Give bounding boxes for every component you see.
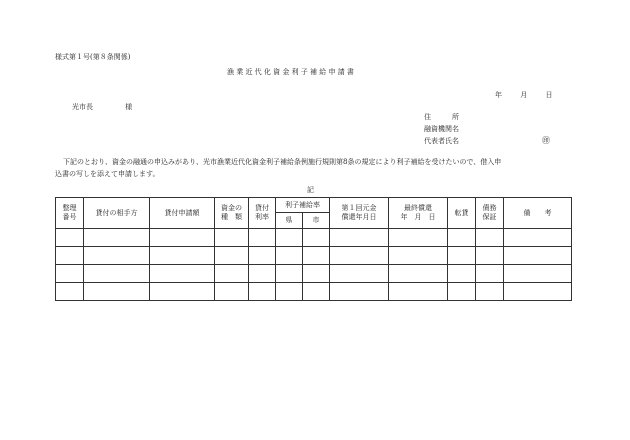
table-cell[interactable]	[84, 229, 150, 247]
header-rate	[249, 198, 276, 229]
table-cell[interactable]	[303, 229, 330, 247]
ki-label: 記	[307, 186, 314, 194]
table-cell[interactable]	[276, 265, 303, 283]
header-final-repayment-line1: 最終償還	[404, 204, 432, 212]
header-lender: 貸付の相手方	[84, 198, 150, 229]
header-seiri-line2: 番号	[62, 213, 77, 221]
table-cell[interactable]	[476, 247, 504, 265]
body-text-line1: 下記のとおり、資金の融通の申込みがあり、光市漁業近代化資金利子補給条例施行規則第8条の規定により利子補給を受けたいので、借入申	[63, 158, 502, 166]
table-cell[interactable]	[476, 283, 504, 301]
table-cell[interactable]	[476, 265, 504, 283]
header-remarks: 備 考	[504, 198, 572, 229]
header-prefecture: 県	[276, 213, 303, 229]
table-row	[56, 229, 572, 247]
header-rate-line2: 利率	[255, 213, 269, 221]
table-cell[interactable]	[215, 229, 249, 247]
table-cell[interactable]	[504, 229, 572, 247]
table-cell[interactable]	[56, 283, 84, 301]
date-day: 日	[545, 91, 553, 99]
seal-mark: ㊞	[542, 136, 550, 145]
header-guarantee-line2: 保証	[482, 213, 497, 221]
table-cell[interactable]	[303, 247, 330, 265]
table-cell[interactable]	[56, 265, 84, 283]
table-row	[56, 283, 572, 301]
header-subsidy-rate: 利子補給率	[276, 198, 330, 213]
table-cell[interactable]	[276, 247, 303, 265]
table-cell[interactable]	[448, 229, 476, 247]
header-final-repayment	[389, 198, 448, 229]
table-cell[interactable]	[389, 229, 448, 247]
table-cell[interactable]	[330, 247, 389, 265]
header-seiri	[56, 198, 84, 229]
body-text-line2: 込書の写しを添えて申請します。	[55, 170, 160, 178]
header-first-repayment-line1: 第１回元金	[341, 204, 377, 212]
form-title: 漁 業 近 代 化 資 金 利 子 補 給 申 請 書	[227, 68, 354, 76]
addressee: 光市長	[72, 103, 93, 111]
table-cell[interactable]	[215, 247, 249, 265]
table-cell[interactable]	[303, 283, 330, 301]
header-first-repayment	[330, 198, 389, 229]
table-cell[interactable]	[56, 229, 84, 247]
table-cell[interactable]	[448, 283, 476, 301]
institution-label: 融資機関名	[424, 125, 459, 133]
table-cell[interactable]	[84, 265, 150, 283]
table-cell[interactable]	[84, 247, 150, 265]
address-label: 住 所	[424, 113, 459, 121]
representative-label: 代表者氏名	[424, 137, 459, 145]
table-cell[interactable]	[330, 229, 389, 247]
date-year: 年	[495, 91, 502, 99]
header-guarantee-line1: 債務	[482, 204, 497, 212]
table-cell[interactable]	[504, 283, 572, 301]
honorific: 様	[125, 103, 133, 111]
table-cell[interactable]	[476, 229, 504, 247]
header-first-repayment-line2: 償還年月日	[341, 213, 377, 221]
header-transfer: 転貸	[448, 198, 476, 229]
table-cell[interactable]	[504, 247, 572, 265]
table-cell[interactable]	[330, 283, 389, 301]
table-cell[interactable]	[150, 283, 215, 301]
table-cell[interactable]	[249, 283, 276, 301]
table-cell[interactable]	[330, 265, 389, 283]
table-cell[interactable]	[150, 265, 215, 283]
header-rate-line1: 貸付	[255, 204, 269, 212]
header-fund-type-line2: 種 類	[221, 213, 242, 221]
table-cell[interactable]	[150, 229, 215, 247]
header-amount: 貸付申請額	[150, 198, 215, 229]
date-month: 月	[520, 91, 528, 99]
header-final-repayment-line2: 年 月 日	[400, 213, 436, 221]
table-cell[interactable]	[276, 283, 303, 301]
table-header-row-1	[56, 198, 572, 213]
table-cell[interactable]	[276, 229, 303, 247]
table-row	[56, 265, 572, 283]
table-cell[interactable]	[389, 247, 448, 265]
table-body	[56, 229, 572, 301]
header-fund-type	[215, 198, 249, 229]
table-cell[interactable]	[504, 265, 572, 283]
table-row	[56, 247, 572, 265]
table-cell[interactable]	[150, 247, 215, 265]
table-cell[interactable]	[448, 265, 476, 283]
header-guarantee	[476, 198, 504, 229]
application-table	[55, 197, 572, 301]
table-cell[interactable]	[84, 283, 150, 301]
table-cell[interactable]	[303, 265, 330, 283]
header-seiri-line1: 整理	[62, 204, 77, 212]
header-fund-type-line1: 資金の	[221, 204, 242, 212]
addressee-line	[72, 103, 132, 112]
table-cell[interactable]	[249, 229, 276, 247]
table-cell[interactable]	[249, 247, 276, 265]
date-line	[495, 91, 552, 100]
table-cell[interactable]	[448, 247, 476, 265]
form-number: 様式第１号(第８条関係)	[55, 53, 131, 61]
table-cell[interactable]	[389, 265, 448, 283]
header-city: 市	[303, 213, 330, 229]
table-cell[interactable]	[249, 265, 276, 283]
table-cell[interactable]	[215, 283, 249, 301]
table-cell[interactable]	[389, 283, 448, 301]
table-cell[interactable]	[215, 265, 249, 283]
table-cell[interactable]	[56, 247, 84, 265]
